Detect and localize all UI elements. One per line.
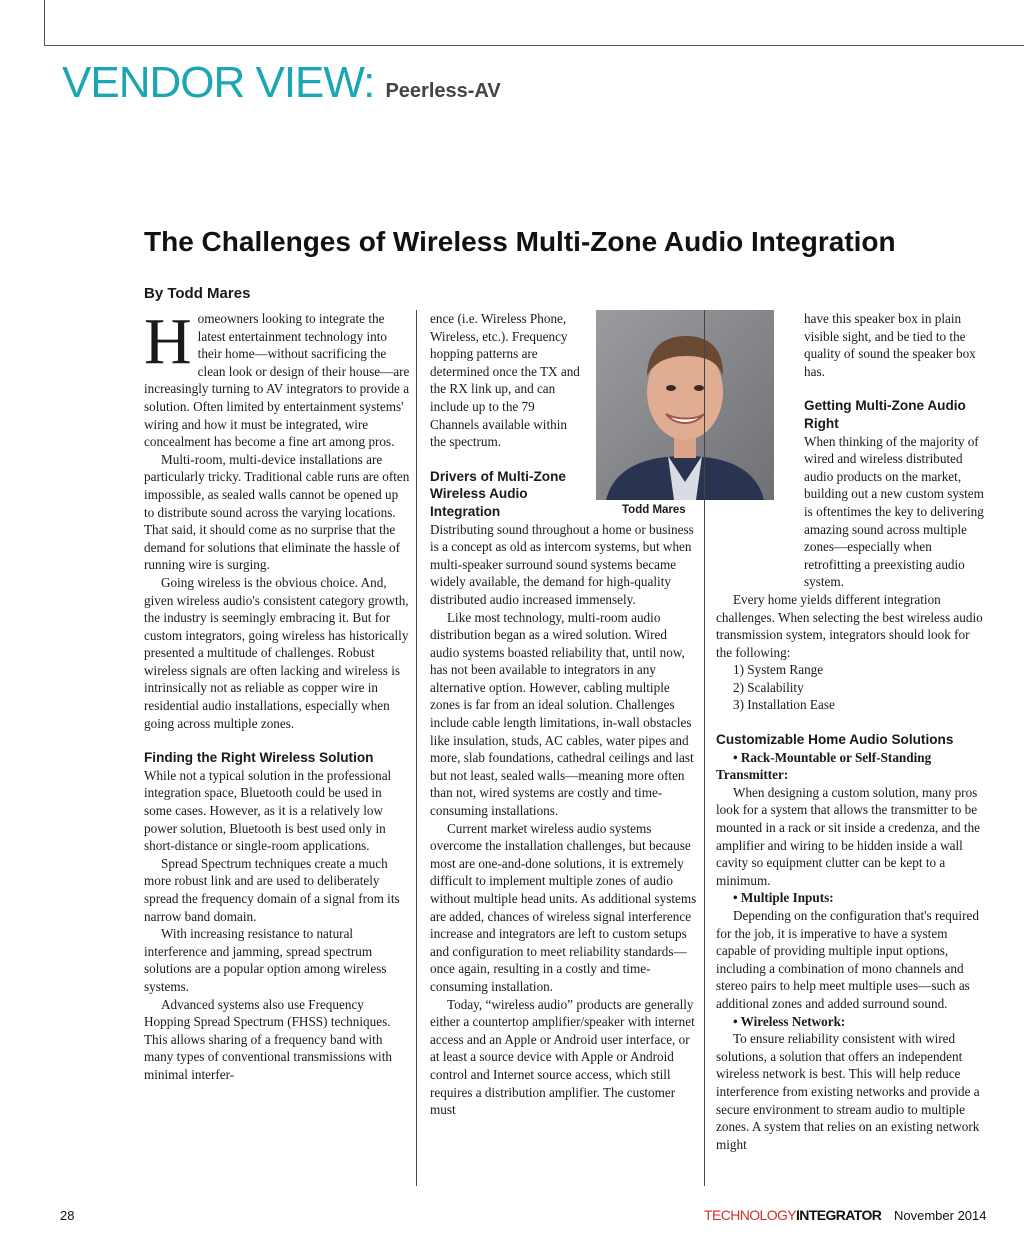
paragraph: Going wireless is the obvious choice. And, given wireless audio's consistent category growth, the industry is seemingly embracing it. But for custom integrators, going wireless has historically presented a multitude of challenges. Robust wireless signals are often lacking and wireless is intrinsically not as reliable as copper wire in residential audio installations, especially when going across multiple zones.	[144, 574, 409, 731]
column-1	[144, 305, 410, 1084]
paragraph: While not a typical solution in the professional integration space, Bluetooth could be used in some cases. However, as it is a relatively low power solution, Bluetooth is best used only in short-distance or single-room applications.	[144, 767, 392, 854]
paragraph: When thinking of the majority of wired and wireless distributed audio products on the market, building out a new custom system is oftentimes the key to delivering amazing sound across multiple zones—especially when retrofitting a preexisting audio system.	[804, 433, 984, 590]
column-2	[430, 310, 698, 1119]
paragraph: When designing a custom solution, many pros look for a system that allows the transmitter to be mounted in a rack or sit inside a credenza, and the amplifier and wiring to be hidden inside a wall cavity so equipment clutter can be kept to a minimum.	[716, 784, 981, 888]
paragraph: Current market wireless audio systems overcome the installation challenges, but because most are one-and-done solutions, it is extremely difficult to implement multiple zones of audio without multiple head units. As additional systems are added, chances of wireless signal interference increase and integrators are left to custom setups and configuration to meet reliability standards—once again, resulting in a costly and time-consuming installation.	[430, 820, 697, 994]
bullet-heading: • Multiple Inputs:	[733, 890, 834, 906]
intro-paragraph: Homeowners looking to integrate the latest entertainment technology into their home—without sacrificing the clean look or design of their house—are increasingly turning to AV integrators to provide a solution. Often limited by entertainment systems' wiring and how it must be integrated, wire concealment has become a fine art among pros.	[144, 305, 410, 450]
section-heading: Drivers of Multi-Zone Wireless Audio Integration	[430, 468, 566, 519]
column-3	[716, 310, 984, 1153]
list-item: 3) Installation Ease	[733, 697, 835, 713]
bullet-heading: • Rack-Mountable or Self-Standing Transmitter:	[716, 749, 932, 783]
list-item: 2) Scalability	[733, 679, 804, 695]
drop-cap: H	[144, 305, 192, 378]
paragraph: Depending on the configuration that's required for the job, it is imperative to have a system capable of providing multiple input options, including a combination of mono channels and stereo pairs to help meet multiple uses—such as additional zones and added surround sound.	[716, 908, 979, 1011]
paragraph: Today, “wireless audio” products are generally either a countertop amplifier/speaker with internet access and an Apple or Android user interface, or at least a source device with Apple or Android control and Internet source access, which still requires a distribution amplifier. The customer must	[430, 996, 695, 1118]
publication-logo	[704, 1207, 881, 1223]
bullet-heading: • Wireless Network:	[733, 1013, 846, 1029]
column-divider	[704, 310, 705, 1186]
section-heading: Customizable Home Audio Solutions	[716, 732, 954, 748]
paragraph: Multi-room, multi-device installations are particularly tricky. Traditional cable runs are often impossible, as sealed walls cannot be opened up to distribute sound across the varying locations. That said, it should come as no surprise that the demand for solutions that eliminate the hassle of running wire is surging.	[144, 451, 410, 573]
section-label: VENDOR VIEW:	[62, 58, 375, 107]
paragraph: Spread Spectrum techniques create a much more robust link and are used to deliberately spread the frequency domain of a signal from its narrow band domain.	[144, 855, 400, 924]
page-frame-vertical	[44, 0, 45, 46]
vendor-name: Peerless-AV	[385, 80, 501, 102]
section-heading: Finding the Right Wireless Solution	[144, 750, 374, 766]
photo-caption: Todd Mares	[622, 504, 686, 516]
paragraph: Every home yields different integration challenges. When selecting the best wireless audio transmission system, integrators should look for the following:	[716, 591, 983, 660]
paragraph: Like most technology, multi-room audio distribution began as a wired solution. Wired audio systems boasted reliability that, until now, has not been available to integrators in any alternative option. However, cabling multiple zones is far from an ideal solution. Challenges include cable length limitations, in-wall obstacles like insulation, studs, AC cables, water pipes and more, slab foundations, cathedral ceilings and last but not least, sealed walls—meaning more often than not, wired systems are costly and time-consuming installations.	[430, 609, 694, 819]
page-frame-horizontal	[44, 45, 1024, 46]
issue-date: November 2014	[894, 1208, 987, 1223]
paragraph: ence (i.e. Wireless Phone, Wireless, etc.). Frequency hopping patterns are determined once the TX and the RX link up, and can include up to the 79 Channels available within the spectrum.	[430, 311, 580, 450]
list-item: 1) System Range	[733, 662, 824, 678]
paragraph: Distributing sound throughout a home or business is a concept as old as intercom systems, but when multi-speaker surround sound systems became widely available, the demand for high-quality distributed audio increased immensely.	[430, 521, 694, 607]
wrapped-text-block	[716, 310, 984, 433]
brand-part-1: TECHNOLOGY	[704, 1207, 797, 1223]
section-heading: Getting Multi-Zone Audio Right	[804, 398, 966, 431]
page-number: 28	[60, 1208, 75, 1223]
paragraph: To ensure reliability consistent with wired solutions, a solution that offers an independent wireless network is best. This will help reduce interference from existing networks and provide a secure environment to stream audio to multiple zones. A system that relies on an existing network might	[716, 1031, 980, 1152]
article-byline: By Todd Mares	[144, 285, 251, 302]
section-kicker	[62, 58, 501, 108]
paragraph: With increasing resistance to natural interference and jamming, spread spectrum solutions are a popular option among wireless systems.	[144, 926, 387, 994]
article-title: The Challenges of Wireless Multi-Zone Audio Integration	[144, 226, 896, 257]
paragraph: Advanced systems also use Frequency Hopping Spread Spectrum (FHSS) techniques. This allows sharing of a frequency band with many types of conventional transmissions with minimal interfer-	[144, 996, 392, 1082]
paragraph: have this speaker box in plain visible sight, and be tied to the quality of sound the speaker box has.	[804, 311, 976, 379]
brand-part-2: INTEGRATOR	[796, 1207, 882, 1223]
column-divider	[416, 310, 417, 1186]
